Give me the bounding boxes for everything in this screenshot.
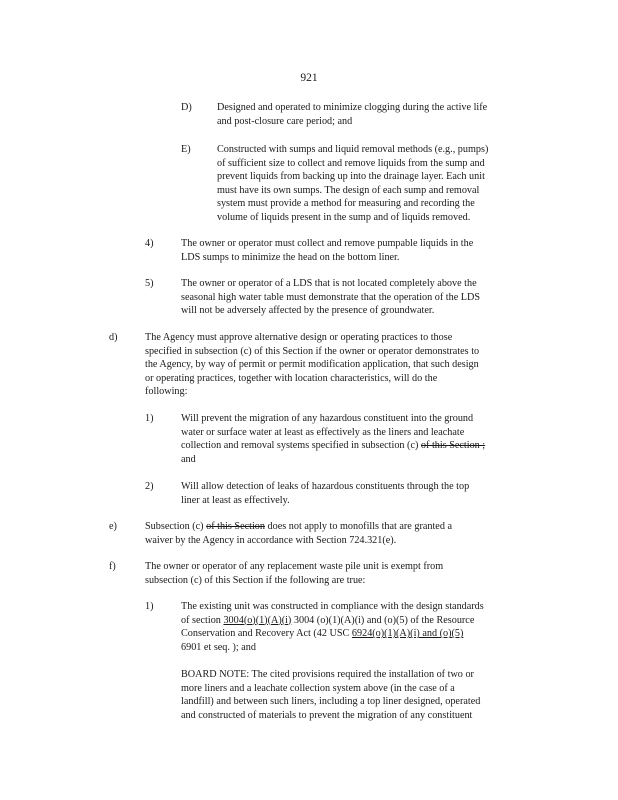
text-line: Constructed with sumps and liquid removal methods (e.g., pumps) — [217, 144, 489, 155]
item-label: e) — [109, 521, 117, 532]
text-line: of sufficient size to collect and remove liquids from the sump and — [217, 157, 485, 169]
item-label: d) — [109, 332, 118, 343]
text-line: and — [181, 453, 196, 465]
item-label: E) — [181, 144, 191, 155]
item-text — [217, 101, 536, 128]
item-label: 1) — [145, 601, 154, 612]
item-text — [181, 412, 530, 466]
text-line: water or surface water at least as effectively as the liners and leachate — [181, 426, 465, 438]
text-line: landfill) and between such liners, including a top liner designed, operated — [181, 696, 481, 708]
item-text — [145, 331, 537, 399]
text-line: the Agency, by way of permit or permit modification application, that such design — [145, 359, 479, 371]
note-text — [181, 668, 531, 722]
item-label: 2) — [145, 481, 154, 492]
text-line: The owner or operator of any replacement waste pile unit is exempt from — [145, 561, 444, 572]
text-line: waiver by the Agency in accordance with Section 724.321(e). — [145, 534, 397, 546]
text-line: Will prevent the migration of any hazardous constituent into the ground — [181, 413, 474, 424]
text-line: subsection (c) of this Section if the following are true: — [145, 574, 366, 586]
item-text — [181, 600, 535, 654]
text-span: collection and removal systems specified in subsection (c) — [181, 440, 419, 452]
item-text — [145, 520, 537, 547]
item-label: f) — [109, 561, 116, 572]
item-text — [181, 277, 530, 318]
item-text — [181, 480, 530, 507]
text-line — [181, 614, 535, 628]
item-label: 1) — [145, 413, 154, 424]
text-line: Will allow detection of leaks of hazardous constituents through the top — [181, 481, 470, 492]
text-span: of section — [181, 614, 221, 626]
text-line: system must provide a method for measuring and recording the — [217, 198, 475, 210]
text-line: Designed and operated to minimize clogging during the active life — [217, 102, 488, 113]
text-line: seasonal high water table must demonstrate that the operation of the LDS — [181, 291, 481, 303]
text-line — [145, 520, 537, 534]
text-line: prevent liquids from backing up into the drainage layer. Each unit — [217, 171, 485, 183]
item-label: 5) — [145, 278, 154, 289]
text-line — [181, 439, 530, 453]
text-line: will not be adversely affected by the presence of groundwater. — [181, 305, 435, 317]
page-number: 921 — [300, 72, 318, 84]
text-line: The existing unit was constructed in compliance with the design standards — [181, 601, 484, 612]
text-line: or operating practices, together with location characteristics, will do the — [145, 372, 438, 384]
inserted-text: 6924(o)(1)(A)(i) and (o)(5) — [351, 628, 464, 640]
text-line: The owner or operator of a LDS that is not located completely above the — [181, 278, 477, 289]
text-span: does not apply to monofills that are granted a — [267, 521, 452, 532]
text-span: Subsection (c) — [145, 521, 204, 532]
text-line: following: — [145, 386, 188, 398]
item-label: D) — [181, 102, 192, 113]
text-line: must have its own sumps. The design of each sump and removal — [217, 184, 480, 196]
text-line: The owner or operator must collect and remove pumpable liquids in the — [181, 238, 474, 249]
text-line: specified in subsection (c) of this Section if the owner or operator demonstrates to — [145, 345, 480, 357]
text-line: 6901 et seq. ); and — [181, 641, 256, 653]
item-label: 4) — [145, 238, 154, 249]
text-line: and constructed of materials to prevent the migration of any constituent — [181, 709, 473, 721]
inserted-text: 3004(o)(1)(A)(i) — [223, 614, 292, 626]
deleted-text: of this Section — [206, 521, 265, 532]
text-line — [181, 627, 535, 641]
text-line: more liners and a leachate collection system above (in the case of a — [181, 682, 455, 694]
text-line: BOARD NOTE: The cited provisions required the installation of two or — [181, 669, 474, 680]
text-span: Conservation and Recovery Act (42 USC — [181, 628, 350, 640]
text-line: and post-closure care period; and — [217, 115, 353, 127]
text-line: LDS sumps to minimize the head on the bottom liner. — [181, 251, 400, 263]
item-text — [181, 237, 530, 264]
text-span: 3004 (o)(1)(A)(i) and (o)(5) of the Resource — [293, 614, 475, 626]
item-text — [217, 143, 536, 225]
item-text — [145, 560, 537, 587]
text-line: The Agency must approve alternative design or operating practices to those — [145, 332, 453, 343]
deleted-text: of this Section ; — [420, 440, 486, 452]
text-line: volume of liquids present in the sump and of liquids removed. — [217, 211, 471, 223]
text-line: liner at least as effectively. — [181, 494, 290, 506]
